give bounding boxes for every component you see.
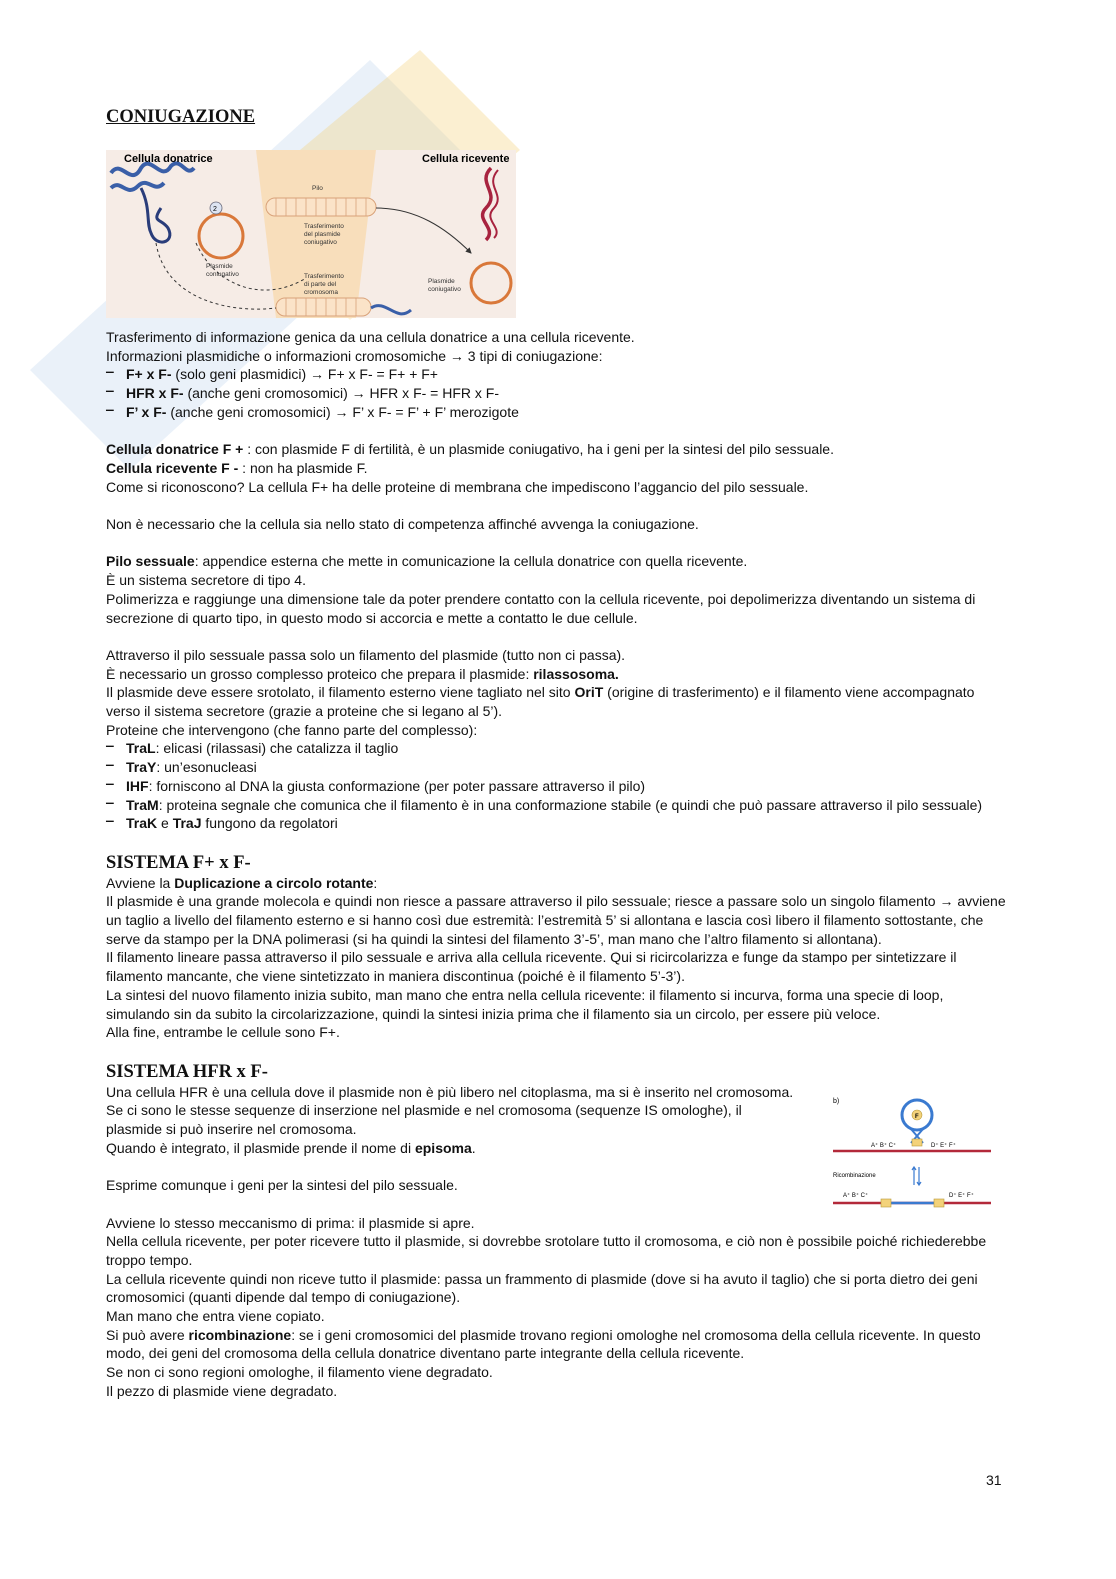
- fplus-text-4: La sintesi del nuovo filamento inizia subito, man mano che entra nella cellula ricevente: il filamento si incurva, forma una specie di loop, simulando sin da subito la circolarizzazione, quindi la sintesi inizia prima che il filamento sia un circolo, per essere più veloce.: [106, 986, 944, 1022]
- section-title-f-plus: SISTEMA F+ x F-: [106, 852, 251, 873]
- step-number: 2: [213, 206, 217, 213]
- recognize-text: Come si riconoscono? La cellula F+ ha delle proteine di membrana che impediscono l’aggancio del pilo sessuale.: [106, 478, 809, 495]
- hfr-text-5: Avviene lo stesso meccanismo di prima: il plasmide si apre.: [106, 1214, 475, 1231]
- label-plasmid-left-2: coniugativo: [206, 271, 239, 278]
- plasmid-f-label: F: [915, 1113, 919, 1120]
- left-genes-label-2: A⁺ B⁺ C⁺: [843, 1192, 869, 1199]
- hfr-text-6: Nella cellula ricevente, per poter ricevere tutto il plasmide, si dovrebbe srotolare tutto il cromosoma, e ciò non è possibile poiché richiederebbe troppo tempo.: [106, 1233, 987, 1268]
- hfr-section: [106, 1061, 1011, 1199]
- hfr-text-4: Esprime comunque i geni per la sintesi del pilo sessuale.: [106, 1177, 458, 1194]
- label-pilo: Pilo: [312, 185, 323, 192]
- label-plasmid-right-2: coniugativo: [428, 286, 461, 293]
- right-genes-label: D⁺ E⁺ F⁺: [931, 1142, 956, 1149]
- filament-text-2: È necessario un grosso complesso proteico che prepara il plasmide: rilassosoma.: [106, 665, 619, 682]
- label-transfer-chrom-2: di parte del: [304, 281, 337, 288]
- left-genes-label: A⁺ B⁺ C⁺: [871, 1142, 897, 1149]
- label-transfer-plasmid-3: coniugativo: [304, 239, 337, 246]
- figure-panel-label: b): [833, 1097, 840, 1105]
- label-transfer-chrom-3: cromosoma: [304, 289, 338, 296]
- section-title-coniugazione: CONIUGAZIONE: [106, 107, 256, 127]
- label-transfer-chrom-1: Trasferimento: [304, 273, 344, 280]
- hfr-text-3: Quando è integrato, il plasmide prende il nome di episoma.: [106, 1139, 476, 1156]
- competence-text: Non è necessario che la cellula sia nello stato di competenza affinché avvenga la coniugazione.: [106, 516, 699, 532]
- episome-figure: [831, 1091, 996, 1216]
- list-item: ‒ TraL: elicasi (rilassasi) che catalizza il taglio: [106, 739, 1011, 758]
- label-donor-cell: Cellula donatrice: [124, 153, 213, 165]
- hfr-text-11: Il pezzo di plasmide viene degradato.: [106, 1382, 338, 1399]
- intro-text-2: Informazioni plasmidiche o informazioni cromosomiche → 3 tipi di coniugazione:: [106, 347, 603, 364]
- label-plasmid-right-1: Plasmide: [428, 278, 455, 285]
- section-title-hfr: SISTEMA HFR x F-: [106, 1061, 268, 1082]
- pilo-definition: Pilo sessuale: appendice esterna che mette in comunicazione la cellula donatrice con quella ricevente.: [106, 553, 748, 570]
- intro-text-1: Trasferimento di informazione genica da una cellula donatrice a una cellula ricevente.: [106, 329, 635, 345]
- proteins-list: [106, 739, 1011, 833]
- label-plasmid-left-1: Plasmide: [206, 263, 233, 270]
- list-item: ‒ TraK e TraJ fungono da regolatori: [106, 814, 1011, 833]
- conjugation-diagram: [106, 128, 521, 318]
- proteins-intro: Proteine che intervengono (che fanno parte del complesso):: [106, 721, 478, 738]
- hfr-text-7: La cellula ricevente quindi non riceve tutto il plasmide: passa un frammento di plasmide (dove si ha avuto il taglio) che si porta dietro dei geni cromosomici (quanti dipende dal tempo di coniugazione).: [106, 1270, 978, 1306]
- hfr-text-1: Una cellula HFR è una cellula dove il plasmide non è più libero nel citoplasma, ma si è inserito nel cromosoma.: [106, 1083, 794, 1100]
- filament-text-3: Il plasmide deve essere srotolato, il filamento esterno viene tagliato nel sito OriT (origine di trasferimento) e il filamento viene accompagnato verso il sistema secretore (grazie a proteine che si legano al 5’).: [106, 684, 975, 719]
- label-transfer-plasmid-1: Trasferimento: [304, 223, 344, 230]
- recipient-definition: Cellula ricevente F - : non ha plasmide F.: [106, 459, 368, 476]
- list-item: ‒ F+ x F- (solo geni plasmidici) → F+ x F- = F+ + F+: [106, 365, 1011, 384]
- pilo-text-3: Polimerizza e raggiunge una dimensione tale da poter prendere contatto con la cellula ricevente, poi depolimerizza diventando un sistema di secrezione di quarto tipo, in questo modo si accorcia e mette a contatto le due cellule.: [106, 590, 976, 626]
- hfr-text-block: [106, 1083, 796, 1195]
- donor-definition: Cellula donatrice F + : con plasmide F di fertilità, è un plasmide coniugativo, ha i geni per la sintesi del pilo sessuale.: [106, 441, 834, 458]
- hfr-text-8: Man mano che entra viene copiato.: [106, 1308, 325, 1325]
- list-item: ‒ F’ x F- (anche geni cromosomici) → F’ x F- = F’ + F’ merozigote: [106, 403, 1011, 422]
- conjugation-figure: [106, 128, 521, 318]
- fplus-text-1: Avviene la Duplicazione a circolo rotante:: [106, 874, 378, 891]
- hfr-text-10: Se non ci sono regioni omologhe, il filamento viene degradato.: [106, 1364, 493, 1381]
- hfr-text-2: Se ci sono le stesse sequenze di inserzione nel plasmide e nel cromosoma (sequenze IS omologhe), il plasmide si può inserire nel cromosoma.: [106, 1102, 742, 1138]
- list-item: ‒ HFR x F- (anche geni cromosomici) → HFR x F- = HFR x F-: [106, 384, 1011, 403]
- label-transfer-plasmid-2: del plasmide: [304, 231, 341, 238]
- fplus-text-2: Il plasmide è una grande molecola e quindi non riesce a passare attraverso il pilo sessuale; riesce a passare solo un singolo filamento → avviene un taglio a livello del filamento esterno e si hanno così due estremità: l’estremità 5’ si allontana e lascia così libero il filamento sottostante, che serve da stampo per la DNA polimerasi (si ha quindi la sintesi del filamento 3’-5’, man mano che l’altro filamento si allontana).: [106, 893, 1006, 947]
- content: [106, 106, 1011, 1401]
- conjugation-types-list: [106, 365, 1011, 421]
- list-item: ‒ TraY: un’esonucleasi: [106, 758, 1011, 777]
- page-number: 31: [986, 1472, 1002, 1488]
- list-item: ‒ TraM: proteina segnale che comunica che il filamento è in una conformazione stabile (e quindi che può passare attraverso il pilo sessuale): [106, 796, 1011, 815]
- right-genes-label-2: D⁺ E⁺ F⁺: [949, 1192, 974, 1199]
- filament-text-1: Attraverso il pilo sessuale passa solo un filamento del plasmide (tutto non ci passa).: [106, 646, 626, 663]
- fplus-text-5: Alla fine, entrambe le cellule sono F+.: [106, 1024, 340, 1041]
- recombination-label: Ricombinazione: [833, 1172, 876, 1179]
- list-item: ‒ IHF: forniscono al DNA la giusta conformazione (per poter passare attraverso il pilo): [106, 777, 1011, 796]
- fplus-text-3: Il filamento lineare passa attraverso il pilo sessuale e arriva alla cellula ricevente. Qui si ricircolarizza e funge da stampo per sintetizzare il filamento mancante, che viene sintetizzato in maniera discontinua (poiché è il filamento 5’-3’).: [106, 949, 957, 985]
- label-recipient-cell: Cellula ricevente: [422, 153, 510, 165]
- pilo-text-2: È un sistema secretore di tipo 4.: [106, 572, 306, 589]
- hfr-text-9: Si può avere ricombinazione: se i geni cromosomici del plasmide trovano regioni omologhe nel cromosoma della cellula ricevente. In questo modo, dei geni del cromosoma della cellula donatrice diventano parte integrante della cellula ricevente.: [106, 1326, 981, 1362]
